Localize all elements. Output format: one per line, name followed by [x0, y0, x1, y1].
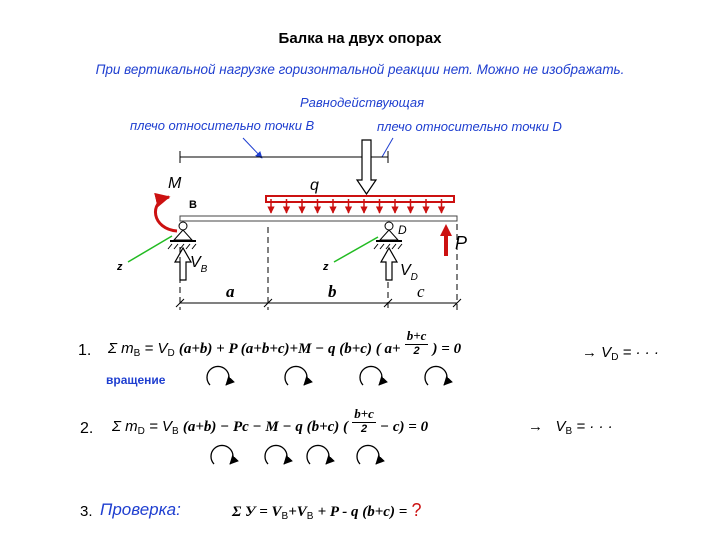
reaction-vb-arrow [175, 248, 191, 280]
arm-b-pointer [243, 138, 262, 158]
z-label-left: z [117, 261, 123, 273]
rotation-label: вращение [106, 373, 166, 387]
load-label: q [310, 177, 319, 194]
equation-3-body: Σ $У = V_B+V_B + P - q$ (b+c) = ? [232, 500, 422, 522]
z-axis-right [334, 237, 378, 262]
point-d-label: D [398, 223, 407, 237]
rotation-arrow [285, 366, 307, 385]
equation-3-number: 3. [80, 503, 93, 520]
equation-2: 2. [80, 420, 94, 437]
support-b [168, 222, 196, 249]
rotation-arrows-row2 [211, 445, 379, 464]
reaction-vd-arrow [381, 248, 397, 280]
dim-b-label: b [328, 282, 337, 301]
resultant-label: Равнодействующая [300, 95, 425, 110]
vd-label: $V_D$ [400, 262, 418, 283]
z-axis-left [128, 236, 172, 262]
result-vb: → $V_B$ = · · · [528, 418, 613, 437]
rotation-arrow [265, 445, 287, 464]
rotation-arrow [425, 366, 447, 385]
note-text: При вертикальной нагрузке горизонтальной реакции нет. Можно не изображать. [95, 62, 625, 77]
force-p-head [440, 224, 452, 236]
rotation-arrow [211, 445, 233, 464]
rotation-arrow [207, 366, 229, 385]
equation-2-body: Σ $m_D = V_B$ (a+b) − Pc − M − q (b+c) ( $\frac{b+c}{2}$ − c) = 0 [112, 405, 429, 437]
point-b-label: B [189, 199, 197, 211]
dim-a-label: a [226, 282, 235, 301]
resultant-arrow [357, 140, 376, 194]
check-label: Проверка: [100, 500, 181, 519]
rotation-arrow [357, 445, 379, 464]
moment-label: M [168, 175, 182, 192]
arm-b-label: плечо относительно точки B [130, 118, 315, 133]
rotation-arrow [307, 445, 329, 464]
rotation-arrow [360, 366, 382, 385]
page-title: Балка на двух опорах [278, 30, 442, 47]
equation-1-body: Σ $m_B = V_D$ (a+b) + P (a+b+c)+M − q (b+c) ( a+ $\frac{b+c}{2}$ ) = 0 [108, 327, 462, 359]
rotation-arrows-row1 [207, 366, 447, 385]
vb-label: $V_B$ [190, 254, 208, 275]
force-p-label: P [455, 233, 468, 253]
dim-c-label: c [417, 282, 425, 301]
equation-1: 1. [78, 342, 92, 359]
arm-d-label: плечо относительно точки D [377, 119, 562, 134]
z-label-right: z [323, 261, 329, 273]
beam [180, 216, 457, 221]
moment-arrow [155, 197, 177, 231]
result-vd: → $V_D$ = · · · [582, 344, 659, 363]
